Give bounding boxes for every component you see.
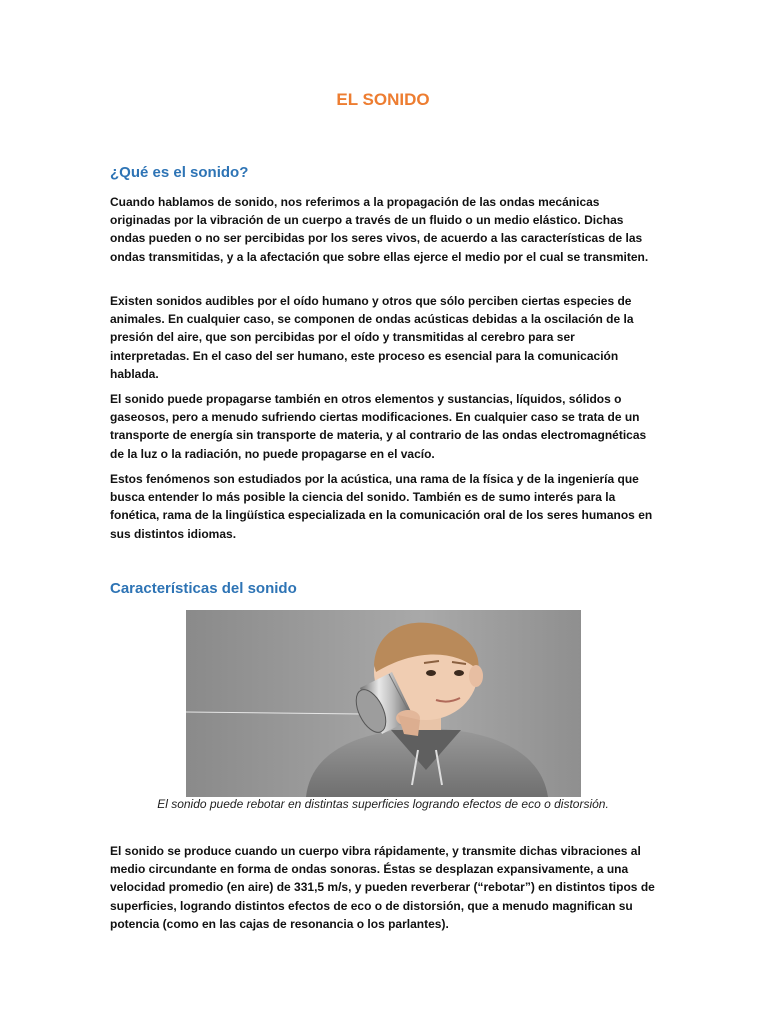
- figure-caption: El sonido puede rebotar en distintas superficies logrando efectos de eco o distorsión.: [157, 797, 609, 811]
- section-heading-que-es: ¿Qué es el sonido?: [110, 164, 249, 181]
- paragraph-acoustics: Estos fenómenos son estudiados por la acústica, una rama de la física y de la ingeniería que busca entender lo más posible la ciencia del sonido. También es de sumo interés para la fonética, rama de la lingüística especializada en la comunicación oral de los seres humanos en sus distintos idiomas.: [110, 472, 653, 541]
- section-heading-caracteristicas: Características del sonido: [110, 580, 297, 597]
- tin-can-telephone-photo: [186, 610, 581, 797]
- paragraph-definition: Cuando hablamos de sonido, nos referimos a la propagación de las ondas mecánicas originadas por la vibración de un cuerpo a través de un fluido o un medio elástico. Dichas ondas pueden o no ser percibidas por los seres vivos, de acuerdo a las características de las ondas transmitidas, y a la afectación que sobre ellas ejerce el medio por el cual se transmiten.: [110, 195, 649, 264]
- paragraph-sound-production: El sonido se produce cuando un cuerpo vibra rápidamente, y transmite dichas vibraciones al medio circundante en forma de ondas sonoras. Éstas se desplazan expansivamente, a una velocidad promedio (en aire) de 331,5 m/s, y pueden reverberar (“rebotar”) en distintos tipos de superficies, logrando distintos efectos de eco o de distorsión, que a menudo magnifican su potencia (como en las cajas de resonancia o los parlantes).: [110, 844, 655, 931]
- document-title: EL SONIDO: [336, 90, 430, 109]
- paragraph-propagation: El sonido puede propagarse también en otros elementos y sustancias, líquidos, sólidos o gaseosos, pero a menudo sufriendo ciertas modificaciones. En cualquier caso se trata de un transporte de energía sin transporte de materia, y al contrario de las ondas electromagnéticas de la luz o la radiación, no puede propagarse en el vacío.: [110, 392, 647, 461]
- paragraph-audible-sounds: Existen sonidos audibles por el oído humano y otros que sólo perciben ciertas especies de animales. En cualquier caso, se componen de ondas acústicas debidas a la oscilación de la presión del aire, que son percibidas por el oído y transmitidas al cerebro para ser interpretadas. En el caso del ser humano, este proceso es esencial para la comunicación hablada.: [110, 294, 634, 381]
